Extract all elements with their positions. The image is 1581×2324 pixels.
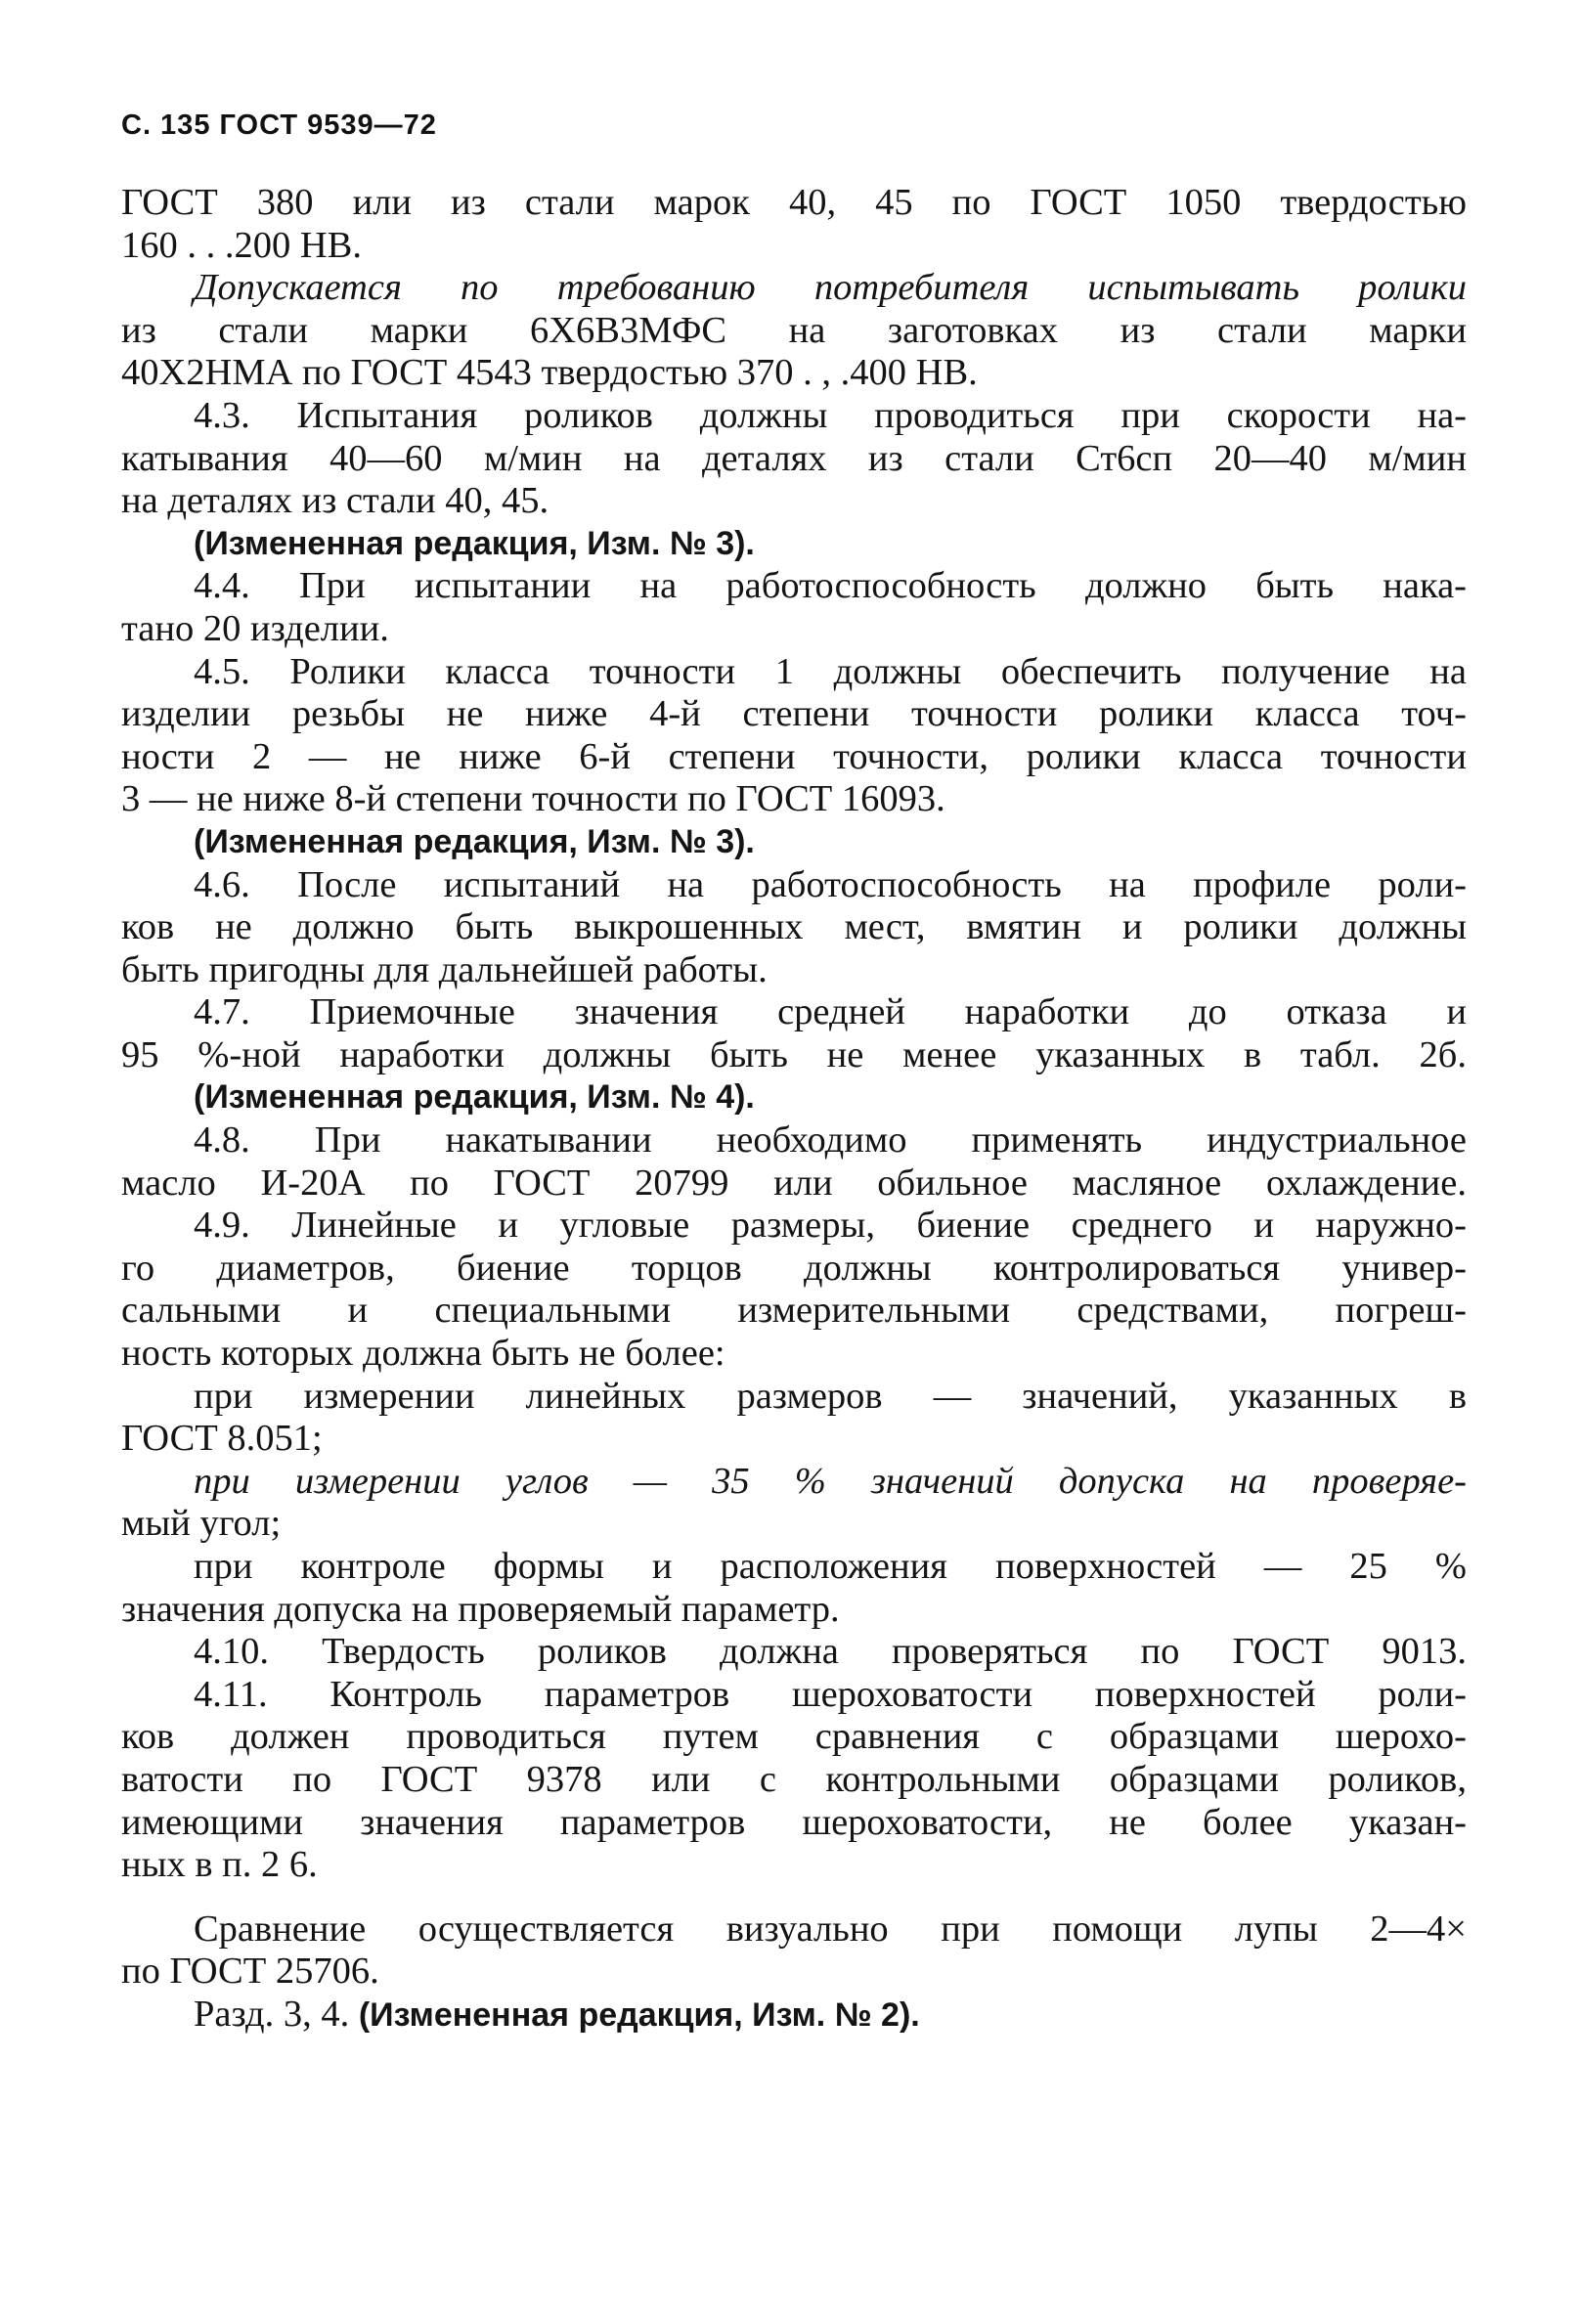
text-line: при измерении линейных размеров — значений, указанных в — [194, 1375, 1467, 1417]
text-line: го диаметров, биение торцов должны контролироваться универ- — [121, 1247, 1467, 1289]
text-line: 4.11. Контроль параметров шероховатости поверхностей роли- — [194, 1673, 1467, 1715]
text-line: (Измененная редакция, Изм. № 4). — [194, 1078, 755, 1117]
text-line: ности 2 — не ниже 6-й степени точности, ролики класса точности — [121, 735, 1467, 777]
text-line: ность которых должна быть не более: — [121, 1333, 725, 1375]
text-line: Допускается по требованию потребителя испытывать ролики — [194, 267, 1467, 309]
text-line: изделии резьбы не ниже 4-й степени точности ролики класса точ- — [121, 693, 1467, 735]
text-line: ков не должно быть выкрошенных мест, вмятин и ролики должны — [121, 906, 1467, 948]
text-line: 4.10. Твердость роликов должна проверяться по ГОСТ 9013. — [194, 1631, 1467, 1673]
text-line: 40Х2НМА по ГОСТ 4543 твердостью 370 . , .400 НВ. — [121, 352, 978, 394]
text-line: масло И-20А по ГОСТ 20799 или обильное масляное охлаждение. — [121, 1162, 1467, 1204]
text-line: имеющими значения параметров шероховатости, не более указан- — [121, 1801, 1467, 1843]
text-line: на деталях из стали 40, 45. — [121, 480, 549, 522]
text-line: ГОСТ 380 или из стали марок 40, 45 по ГОСТ 1050 твердостью — [121, 182, 1467, 223]
text-line: 4.6. После испытаний на работоспособность на профиле роли- — [194, 863, 1467, 905]
text-line: сальными и специальными измерительными средствами, погреш- — [121, 1290, 1467, 1332]
text-line: ватости по ГОСТ 9378 или с контрольными образцами роликов, — [121, 1758, 1467, 1800]
text-line: 95 %-ной наработки должны быть не менее указанных в табл. 2б. — [121, 1033, 1467, 1075]
text-line: 3 — не ниже 8-й степени точности по ГОСТ 16093. — [121, 778, 945, 820]
document-body — [121, 182, 1467, 2037]
text-line: катывания 40—60 м/мин на деталях из стали Ст6сп 20—40 м/мин — [121, 437, 1467, 479]
page-header: С. 135 ГОСТ 9539—72 — [121, 110, 437, 141]
text-line: 4.5. Ролики класса точности 1 должны обеспечить получение на — [194, 650, 1467, 692]
text-line: быть пригодны для дальнейшей работы. — [121, 948, 768, 990]
text-line: при измерении углов — 35 % значений допуска на проверяе- — [194, 1460, 1467, 1502]
text-line: ГОСТ 8.051; — [121, 1418, 323, 1460]
text-line: ных в п. 2 6. — [121, 1844, 318, 1886]
text-line: 4.8. При накатывании необходимо применять индустриальное — [194, 1119, 1467, 1162]
text-line: Разд. 3, 4. (Измененная редакция, Изм. № 2). — [194, 1993, 920, 2035]
text-line: из стали марки 6Х6В3МФС на заготовках из стали марки — [121, 309, 1467, 351]
text-line: тано 20 изделии. — [121, 607, 389, 649]
text-line: при контроле формы и расположения поверхностей — 25 % — [194, 1546, 1467, 1587]
text-line: 4.7. Приемочные значения средней наработки до отказа и — [194, 991, 1467, 1033]
text-line: 4.3. Испытания роликов должны проводиться при скорости на- — [194, 394, 1467, 436]
text-line: Сравнение осуществляется визуально при помощи лупы 2—4× — [194, 1907, 1467, 1950]
text-line: (Измененная редакция, Изм. № 3). — [194, 524, 755, 562]
text-line: 160 . . .200 НВ. — [121, 224, 362, 266]
text-line: мый угол; — [121, 1503, 282, 1545]
text-line: 4.9. Линейные и угловые размеры, биение среднего и наружно- — [194, 1205, 1467, 1247]
text-line: ков должен проводиться путем сравнения с образцами шерохо- — [121, 1716, 1467, 1758]
text-line: 4.4. При испытании на работоспособность должно быть нака- — [194, 565, 1467, 607]
text-line: (Измененная редакция, Изм. № 3). — [194, 822, 755, 860]
text-line: по ГОСТ 25706. — [121, 1951, 379, 1993]
text-line: значения допуска на проверяемый параметр. — [121, 1588, 840, 1630]
